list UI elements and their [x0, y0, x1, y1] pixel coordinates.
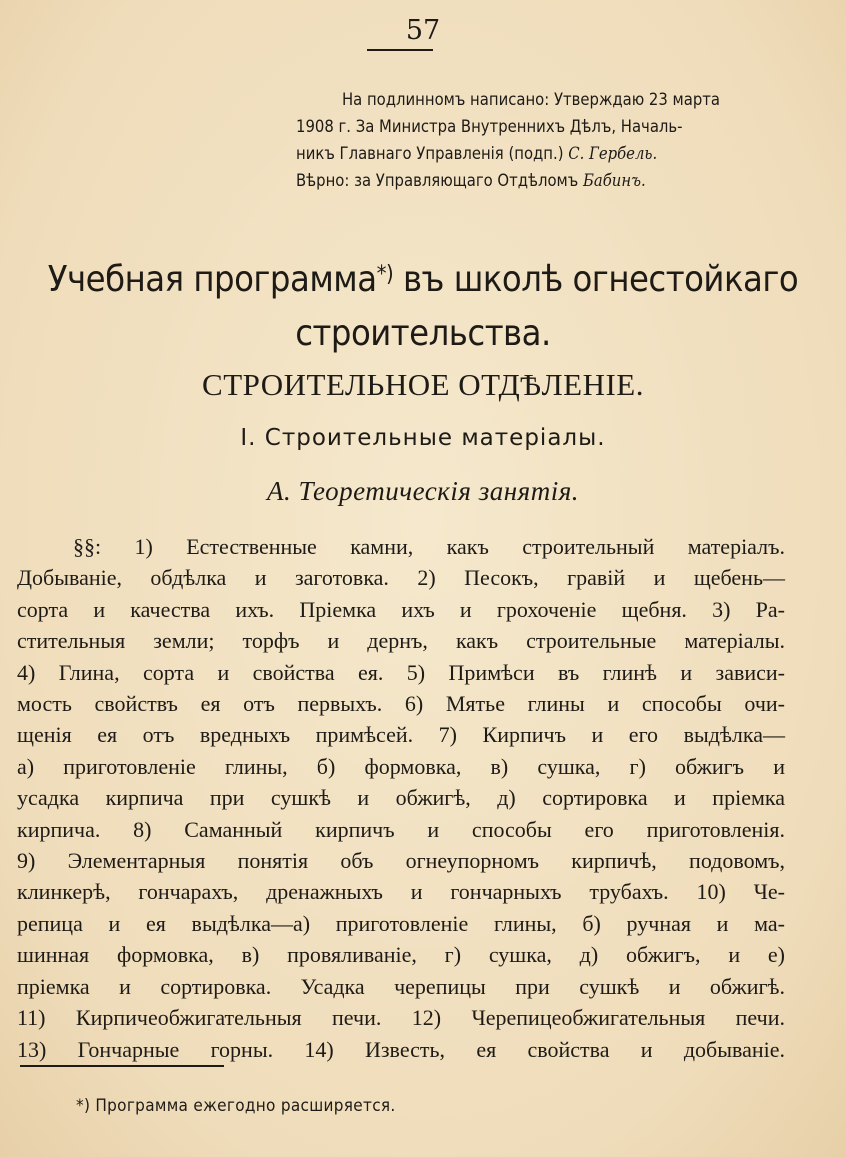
approval-line-4: [296, 167, 784, 194]
footnote-marker: *): [376, 262, 394, 287]
signature-babin: Бабинъ.: [582, 171, 646, 190]
document-title: [10, 248, 836, 361]
body-line: клинкерѣ, гончарахъ, дренажныхъ и гончарныхъ трубахъ. 10) Че-: [17, 879, 785, 905]
approval-line-3: [296, 140, 784, 167]
footnote-separator: [20, 1065, 224, 1067]
approval-line-2: 1908 г. За Министра Внутреннихъ Дѣлъ, Началь-: [296, 117, 683, 136]
approval-note: [296, 86, 784, 194]
body-line: 9) Элементарныя понятія объ огнеупорномъ кирпичѣ, подовомъ,: [17, 848, 785, 874]
page-number: 57: [405, 15, 441, 46]
body-line: стительныя земли; торфъ и дернъ, какъ строительные матеріалы.: [17, 628, 785, 654]
body-line: усадка кирпича при сушкѣ и обжигѣ, д) сортировка и пріемка: [17, 785, 785, 811]
page-number-underline: [367, 49, 433, 51]
body-line: пріемка и сортировка. Усадка черепицы при сушкѣ и обжигѣ.: [17, 973, 785, 999]
body-line: 11) Кирпичеобжигательныя печи. 12) Черепицеобжигательныя печи.: [17, 1005, 785, 1031]
approval-line-4-text: Вѣрно: за Управляющаго Отдѣломъ: [296, 171, 579, 190]
title-line-2: строительства.: [295, 313, 551, 354]
body-line: мость свойствъ ея отъ первыхъ. 6) Мятье глины и способы очи-: [17, 691, 785, 717]
body-line: шинная формовка, в) провяливаніе, г) сушка, д) обжигъ, и е): [17, 942, 785, 968]
section-title: СТРОИТЕЛЬНОЕ ОТДѢЛЕНІЕ.: [202, 367, 644, 402]
footnote: *) Программа ежегодно расширяется.: [76, 1096, 396, 1116]
body-line: сорта и качества ихъ. Пріемка ихъ и грохоченіе щебня. 3) Ра-: [17, 596, 785, 622]
subsection-title: I. Строительные матеріалы.: [240, 425, 606, 451]
body-line: а) приготовленіе глины, б) формовка, в) сушка, г) обжигъ и: [17, 753, 785, 779]
signature-gerbel: С. Гербель.: [568, 144, 658, 163]
body-line: репица и ея выдѣлка—а) приготовленіе глины, б) ручная и ма-: [17, 910, 785, 936]
body-line: 13) Гончарные горны. 14) Известь, ея свойства и добываніе.: [17, 1036, 785, 1062]
body-line: щенія ея отъ вредныхъ примѣсей. 7) Кирпичъ и его выдѣлка—: [17, 722, 785, 748]
part-title: А. Теоретическія занятія.: [267, 476, 579, 506]
body-text: [17, 531, 785, 1065]
body-line: §§: 1) Естественные камни, какъ строительный матеріалъ.: [73, 534, 785, 559]
title-line-1-end: въ школѣ огнестойкаго: [393, 259, 799, 300]
body-line: 4) Глина, сорта и свойства ея. 5) Примѣси въ глинѣ и зависи-: [17, 659, 785, 685]
body-line: кирпича. 8) Саманный кирпичъ и способы его приготовленія.: [17, 816, 785, 842]
title-line-1-start: Учебная программа: [47, 259, 377, 300]
approval-line-1: На подлинномъ написано: Утверждаю 23 марта: [342, 90, 720, 109]
approval-line-3-text: никъ Главнаго Управленія (подп.): [296, 144, 564, 163]
body-line: Добываніе, обдѣлка и заготовка. 2) Песокъ, гравій и щебень—: [17, 565, 785, 591]
